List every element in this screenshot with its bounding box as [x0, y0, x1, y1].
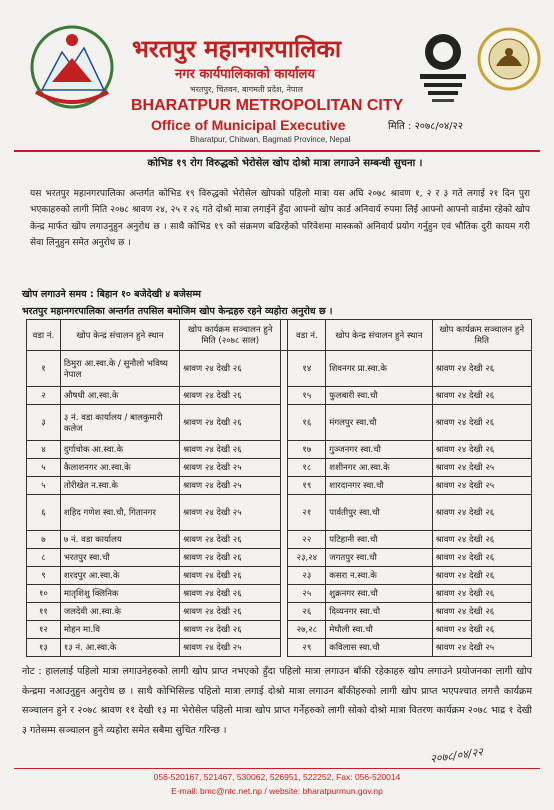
- date-cell: श्रावण २४ देखी २६: [432, 603, 531, 621]
- date-cell: श्रावण २४ देखी २५: [180, 477, 281, 495]
- ward-cell: ५: [27, 459, 61, 477]
- place-cell: मोहन मा.वि: [60, 621, 179, 639]
- vaccination-time: खोप लगाउने समय : बिहान १० बजेदेखी ४ बजेसम्म: [22, 289, 201, 300]
- date-cell: श्रावण २४ देखी २६: [180, 387, 281, 405]
- place-cell: कैलाशनगर आ.स्वा.के: [60, 459, 179, 477]
- org-subtitle-en: Office of Municipal Executive: [151, 117, 346, 133]
- nepal-government-emblem-icon: [22, 22, 122, 112]
- place-cell: फुलबारी स्वा.चौ: [326, 387, 432, 405]
- column-gap: [281, 459, 288, 477]
- ward-cell: २६: [288, 603, 326, 621]
- table-row: [27, 621, 532, 639]
- date-cell: श्रावण २४ देखी २५: [432, 459, 531, 477]
- ward-cell: ५: [27, 477, 61, 495]
- ward-cell: २७,२८: [288, 621, 326, 639]
- ward-cell: १०: [27, 585, 61, 603]
- place-cell: पार्वतीपुर स्वा.चौ: [326, 495, 432, 531]
- column-gap: [281, 405, 288, 441]
- date-cell: श्रावण २४ देखी २६: [180, 585, 281, 603]
- place-cell: गुञ्जनगर स्वा.चौ: [326, 441, 432, 459]
- ward-cell: १५: [288, 387, 326, 405]
- table-row: [27, 567, 532, 585]
- date-cell: श्रावण २४ देखी २६: [180, 603, 281, 621]
- footer-divider: [14, 768, 540, 769]
- signature-date: २०७८/०४/२२: [429, 745, 484, 766]
- date-cell: श्रावण २४ देखी २६: [432, 495, 531, 531]
- col-header-place: खोप केन्द्र संचालन हुने स्थान: [60, 320, 179, 351]
- table-row: [27, 405, 532, 441]
- date-cell: श्रावण २४ देखी २५: [432, 477, 531, 495]
- table-row: [27, 639, 532, 657]
- ward-cell: ४: [27, 441, 61, 459]
- place-cell: शुक्रनगर स्वा.चौ: [326, 585, 432, 603]
- column-gap: [281, 320, 288, 351]
- col-header-date: खोप कार्यक्रम सञ्चालन हुने मिति: [432, 320, 531, 351]
- place-cell: ३ नं. वडा कार्यालय / बालकुमारी कलेज: [60, 405, 179, 441]
- ward-cell: २९: [288, 639, 326, 657]
- place-cell: मातृशिशु क्लिनिक: [60, 585, 179, 603]
- date-cell: श्रावण २४ देखी २५: [432, 639, 531, 657]
- column-gap: [281, 531, 288, 549]
- date-cell: श्रावण २४ देखी २६: [432, 405, 531, 441]
- place-cell: पटिहानी स्वा.चौ: [326, 531, 432, 549]
- column-gap: [281, 549, 288, 567]
- date-cell: श्रावण २४ देखी २५: [180, 639, 281, 657]
- column-gap: [281, 441, 288, 459]
- document-date: मिति : २०७८/०४/२२: [388, 121, 463, 132]
- date-cell: श्रावण २४ देखी २६: [432, 387, 531, 405]
- column-gap: [281, 639, 288, 657]
- ward-cell: २१: [288, 495, 326, 531]
- org-address-np: भरतपुर, चितवन, बागमती प्रदेश, नेपाल: [190, 85, 303, 94]
- footer-contact: E-mail: bmc@ntc.net.np / website: bharatpurmun.gov.np: [171, 786, 383, 796]
- ward-cell: १७: [288, 441, 326, 459]
- date-cell: श्रावण २४ देखी २६: [180, 531, 281, 549]
- table-row: [27, 603, 532, 621]
- date-cell: श्रावण २४ देखी २६: [180, 441, 281, 459]
- date-cell: श्रावण २४ देखी २६: [180, 567, 281, 585]
- footer-phones: 056-520167, 521467, 530062, 526951, 522252, Fax: 056-520014: [153, 772, 401, 782]
- ward-cell: ६: [27, 495, 61, 531]
- table-row: [27, 585, 532, 603]
- header-divider: [14, 150, 540, 152]
- org-address-en: Bharatpur, Chitwan, Bagmati Province, Nepal: [190, 135, 351, 144]
- col-header-place: खोप केन्द्र संचालन हुने स्थान: [326, 320, 432, 351]
- ward-cell: ११: [27, 603, 61, 621]
- table-header-row: [27, 320, 532, 351]
- column-gap: [281, 351, 288, 387]
- ward-cell: १२: [27, 621, 61, 639]
- place-cell: शरदपुर आ.स्वा.के: [60, 567, 179, 585]
- date-cell: श्रावण २४ देखी २५: [180, 459, 281, 477]
- date-cell: श्रावण २४ देखी २६: [432, 585, 531, 603]
- table-intro: भरतपुर महानगरपालिका अन्तर्गत तपसिल बमोजिम खोप केन्द्रहरु रहने व्यहोरा अनुरोध छ ।: [22, 306, 333, 317]
- ward-cell: १८: [288, 459, 326, 477]
- column-gap: [281, 387, 288, 405]
- date-cell: श्रावण २४ देखी २६: [432, 531, 531, 549]
- table-row: [27, 549, 532, 567]
- place-cell: कसरा न.स्वा.के: [326, 567, 432, 585]
- ward-cell: १३: [27, 639, 61, 657]
- table-row: [27, 477, 532, 495]
- ward-cell: ९: [27, 567, 61, 585]
- place-cell: शशीनगर आ.स्वा.के: [326, 459, 432, 477]
- ward-cell: २३: [288, 567, 326, 585]
- ward-cell: २३,२४: [288, 549, 326, 567]
- ward-cell: ७: [27, 531, 61, 549]
- place-cell: शहिद गणेश स्वा.चौ, गितानगर: [60, 495, 179, 531]
- ward-cell: १४: [288, 351, 326, 387]
- date-cell: श्रावण २४ देखी २५: [180, 495, 281, 531]
- place-cell: भरतपुर स्वा.चौ: [60, 549, 179, 567]
- place-cell: औषधी आ.स्वा.के: [60, 387, 179, 405]
- date-cell: श्रावण २४ देखी २६: [180, 549, 281, 567]
- place-cell: ठिमुरा आ.स्वा.के / सुनौलो भविष्य नेपाल: [60, 351, 179, 387]
- date-cell: श्रावण २४ देखी २६: [432, 567, 531, 585]
- ward-cell: २२: [288, 531, 326, 549]
- col-header-ward: वडा नं.: [288, 320, 326, 351]
- date-cell: श्रावण २४ देखी २६: [180, 621, 281, 639]
- place-cell: ७ नं. वडा कार्यालय: [60, 531, 179, 549]
- ward-cell: २: [27, 387, 61, 405]
- place-cell: जलदेवी आ.स्वा.के: [60, 603, 179, 621]
- place-cell: दुर्गाचोक आ.स्वा.के: [60, 441, 179, 459]
- place-cell: १३ नं. आ.स्वा.के: [60, 639, 179, 657]
- date-cell: श्रावण २४ देखी २६: [432, 441, 531, 459]
- place-cell: कविलास स्वा.चौ: [326, 639, 432, 657]
- col-header-date: खोप कार्यक्रम सञ्चालन हुने मिति (२०७८ साल): [180, 320, 281, 351]
- ward-cell: ३: [27, 405, 61, 441]
- column-gap: [281, 621, 288, 639]
- org-title-en: BHARATPUR METROPOLITAN CITY: [131, 97, 404, 114]
- notice-body: यस भरतपुर महानगरपालिका अन्तर्गत कोभिड १९ विरुद्धको भेरोसेल खोपको पहिलो मात्रा यस अघि २०७८ श्रावण १, २ र ३ गते लगाई २१ दिन पुरा भएकाहरुको लागी मिति २०७८ श्रावण २४, २५ र २६ गते दोश्रो मात्रा लगाईने हुँदा आफ्नो खोप कार्ड अनिवार्य रुपमा लिई आफ्नो आफ्नो वार्डमा रहेको खोप केन्द्र मार्फत खोप लगाउनुहुन अनुरोध छ । साथै कोभिड १९ को संक्रमण बढिरहेको परिवेशमा मास्कको अनिवार्य प्रयोग गर्नुहुन एवं भौतिक दुरी कायम गरी सेवा लिनुहुन समेत अनुरोध छ ।: [30, 189, 530, 248]
- place-cell: जगतपुर स्वा.चौ: [326, 549, 432, 567]
- table-row: [27, 459, 532, 477]
- table-row: [27, 531, 532, 549]
- date-cell: श्रावण २४ देखी २६: [432, 549, 531, 567]
- ward-cell: १: [27, 351, 61, 387]
- notice-note: नोट : हाललाई पहिलो मात्रा लगाउनेहरुको लागी खोप प्राप्त नभएको हुँदा पहिलो मात्रा लगाउन बाँकी रहेकाहरु खोप लगाउने प्रयोजनका लागी खोप केन्द्रमा नआउनुहुन अनुरोध छ । साथै कोभिसिल्ड पहिलो मात्रा लगाई दोश्रो मात्रा लगाउन बाँकीहरुको लागी खोप प्राप्त भएपश्चात लगत्तै कार्यक्रम सञ्चालन हुने र २०७८ श्रावण ११ देखी १३ मा भेरोसेल पहिलो मात्रा खोप प्राप्त गर्नेहरुको लागी सोको दोश्रो मात्रा वितरण कार्यक्रम २०७८ भाद्र १ देखी ३ गतेसम्म सञ्चालन हुने व्यहोरा समेत सबैमा सुचित गरिन्छ ।: [22, 666, 532, 736]
- column-gap: [281, 495, 288, 531]
- column-gap: [281, 585, 288, 603]
- col-header-ward: वडा नं.: [27, 320, 61, 351]
- ward-cell: १९: [288, 477, 326, 495]
- place-cell: मेघौली स्वा.चौ: [326, 621, 432, 639]
- ward-cell: २५: [288, 585, 326, 603]
- vaccination-centers-table: [26, 319, 532, 657]
- date-cell: श्रावण २४ देखी २६: [432, 351, 531, 387]
- org-subtitle-np: नगर कार्यपालिकाको कार्यालय: [175, 67, 316, 82]
- org-title-np: भरतपुर महानगरपालिका: [132, 35, 342, 63]
- date-cell: श्रावण २४ देखी २६: [180, 405, 281, 441]
- vaccination-campaign-logo-icon: [412, 30, 474, 110]
- place-cell: तोरीखेत न.स्वा.के: [60, 477, 179, 495]
- table-row: [27, 351, 532, 387]
- date-cell: श्रावण २४ देखी २६: [180, 351, 281, 387]
- column-gap: [281, 567, 288, 585]
- table-row: [27, 441, 532, 459]
- place-cell: दिव्यनगर स्वा.चौ: [326, 603, 432, 621]
- place-cell: मंगलपुर स्वा.चौ: [326, 405, 432, 441]
- date-cell: श्रावण २४ देखी २६: [432, 621, 531, 639]
- table-row: [27, 495, 532, 531]
- column-gap: [281, 477, 288, 495]
- table-row: [27, 387, 532, 405]
- place-cell: शारदानगर स्वा.चौ: [326, 477, 432, 495]
- ward-cell: ८: [27, 549, 61, 567]
- place-cell: शिवनगर प्रा.स्वा.के: [326, 351, 432, 387]
- ward-cell: १६: [288, 405, 326, 441]
- column-gap: [281, 603, 288, 621]
- notice-subject: कोभिड १९ रोग विरुद्धको भेरोसेल खोप दोश्रो मात्रा लगाउने सम्बन्धी सुचना ।: [147, 158, 423, 169]
- bharatpur-city-seal-icon: [476, 26, 542, 92]
